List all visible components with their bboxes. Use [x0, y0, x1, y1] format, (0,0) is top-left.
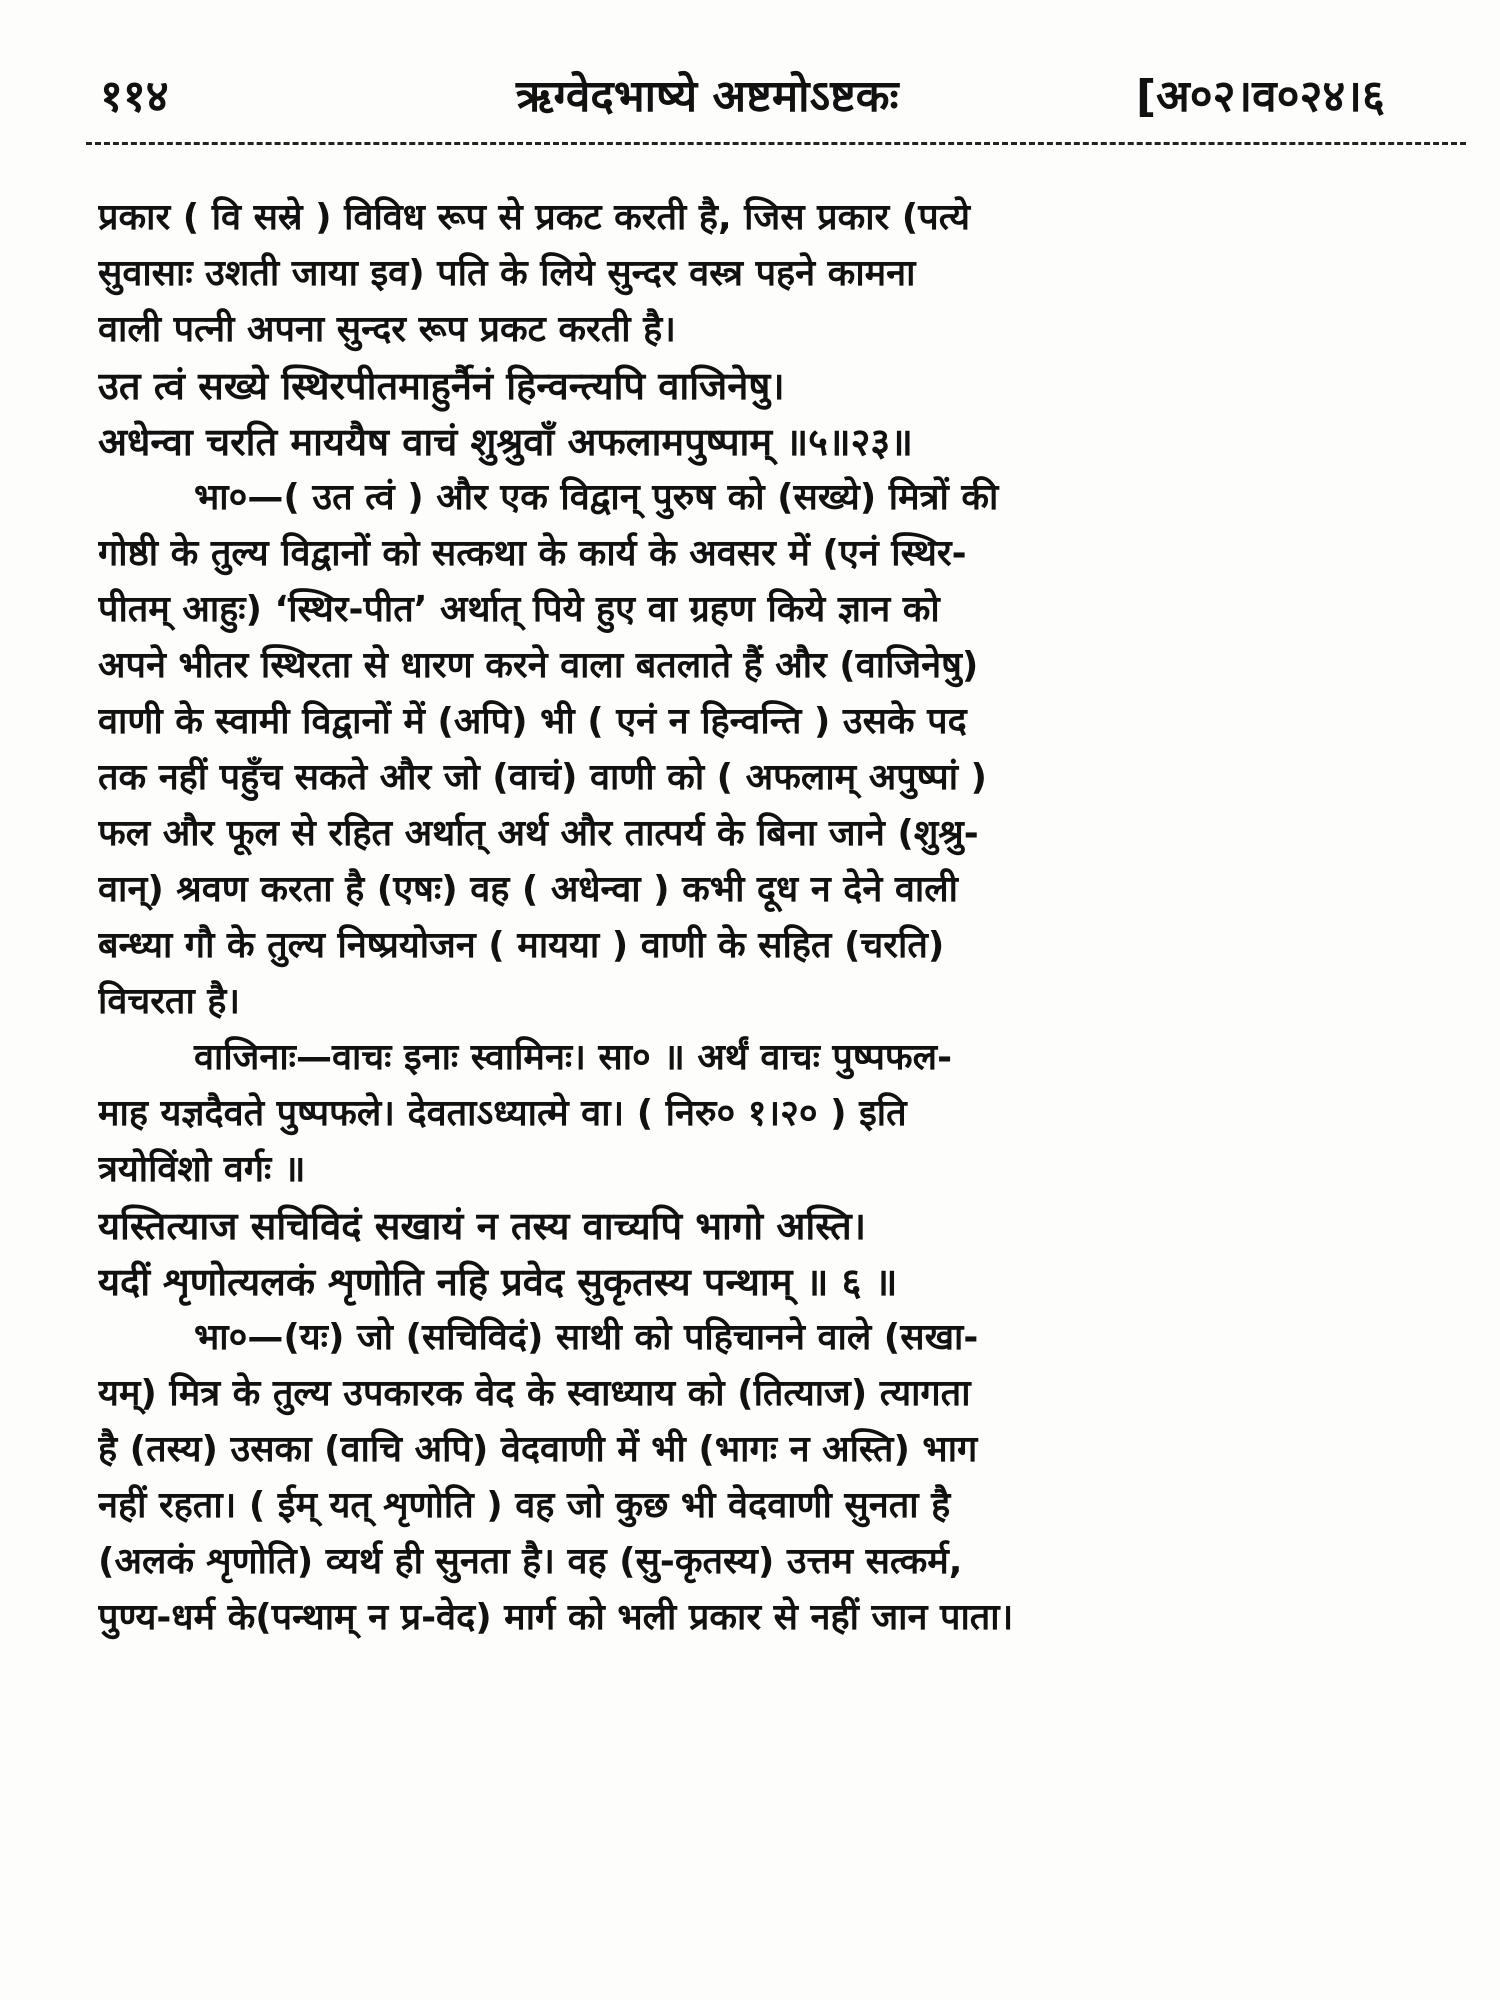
running-title: ऋग्वेदभाष्ये अष्टमोऽष्टकः: [516, 71, 899, 122]
paragraph-continuation: [98, 190, 1458, 358]
page-header: [96, 58, 1466, 128]
page-body: [98, 190, 1458, 1646]
commentary-6: [98, 1310, 1458, 1646]
text-line: पुण्य-धर्म के(पन्थाम् न प्र-वेद) मार्ग को भली प्रकार से नहीं जान पाता।: [98, 1597, 1014, 1638]
text-line: विचरता है।: [98, 981, 241, 1022]
note-5: [98, 1030, 1458, 1198]
text-line: वाजिनाः—वाचः इनाः स्वामिनः। सा० ॥ अर्थं वाचः पुष्पफल-: [194, 1037, 953, 1078]
text-line: फल और फूल से रहित अर्थात् अर्थ और तात्पर्य के बिना जाने (शुश्रु-: [98, 813, 979, 854]
text-line: तक नहीं पहुँच सकते और जो (वाचं) वाणी को ( अफलाम् अपुष्पां ): [98, 757, 988, 798]
text-line: नहीं रहता। ( ईम् यत् शृणोति ) वह जो कुछ भी वेदवाणी सुनता है: [98, 1485, 951, 1526]
section-reference: [अ०२।व०२४।६: [1136, 71, 1385, 122]
verse-line: यदीं शृणोत्यलकं शृणोति नहि प्रवेद सुकृतस्य पन्थाम् ॥ ६ ॥: [98, 1260, 898, 1304]
text-line: प्रकार ( वि सस्रे ) विविध रूप से प्रकट करती है, जिस प्रकार (पत्ये: [98, 197, 971, 238]
text-line: वाली पत्नी अपना सुन्दर रूप प्रकट करती है।: [98, 309, 676, 350]
verse-line: उत त्वं सख्ये स्थिरपीतमाहुर्नैनं हिन्वन्त्यपि वाजिनेषु।: [98, 364, 785, 408]
text-line: पीतम् आहुः) ‘स्थिर-पीत’ अर्थात् पिये हुए वा ग्रहण किये ज्ञान को: [98, 589, 940, 630]
text-line: गोष्ठी के तुल्य विद्वानों को सत्कथा के कार्य के अवसर में (एनं स्थिर-: [98, 533, 967, 574]
header-rule: [86, 142, 1466, 145]
text-line: अपने भीतर स्थिरता से धारण करने वाला बतलाते हैं और (वाजिनेषु): [98, 645, 979, 686]
text-line: भा०—( उत त्वं ) और एक विद्वान् पुरुष को (सख्ये) मित्रों की: [194, 477, 999, 518]
page-number: ११४: [100, 71, 169, 122]
text-line: (अलकं शृणोति) व्यर्थ ही सुनता है। वह (सु-कृतस्य) उत्तम सत्कर्म,: [98, 1541, 963, 1582]
text-line: भा०—(यः) जो (सचिविदं) साथी को पहिचानने वाले (सखा-: [194, 1317, 979, 1358]
text-line: त्रयोविंशो वर्गः ॥: [98, 1149, 306, 1190]
text-line: बन्ध्या गौ के तुल्य निष्प्रयोजन ( मायया ) वाणी के सहित (चरति): [98, 925, 945, 966]
verse-line: यस्तित्याज सचिविदं सखायं न तस्य वाच्यपि भागो अस्ति।: [98, 1204, 867, 1248]
text-line: वान्) श्रवण करता है (एषः) वह ( अधेन्वा ) कभी दूध न देने वाली: [98, 869, 958, 910]
text-line: माह यज्ञदैवते पुष्पफले। देवताऽध्यात्मे वा। ( निरु० १।२० ) इति: [98, 1093, 907, 1134]
verse-5: [98, 358, 1458, 470]
text-line: सुवासाः उशती जाया इव) पति के लिये सुन्दर वस्त्र पहने कामना: [98, 253, 916, 294]
verse-6: [98, 1198, 1458, 1310]
verse-line: अधेन्वा चरति माययैष वाचं शुश्रुवाँ अफलामपुष्पाम् ॥५॥२३॥: [98, 420, 913, 464]
commentary-5: [98, 470, 1458, 1030]
text-line: यम्) मित्र के तुल्य उपकारक वेद के स्वाध्याय को (तित्याज) त्यागता: [98, 1373, 971, 1414]
text-line: है (तस्य) उसका (वाचि अपि) वेदवाणी में भी (भागः न अस्ति) भाग: [98, 1429, 978, 1470]
text-line: वाणी के स्वामी विद्वानों में (अपि) भी ( एनं न हिन्वन्ति ) उसके पद: [98, 701, 967, 742]
